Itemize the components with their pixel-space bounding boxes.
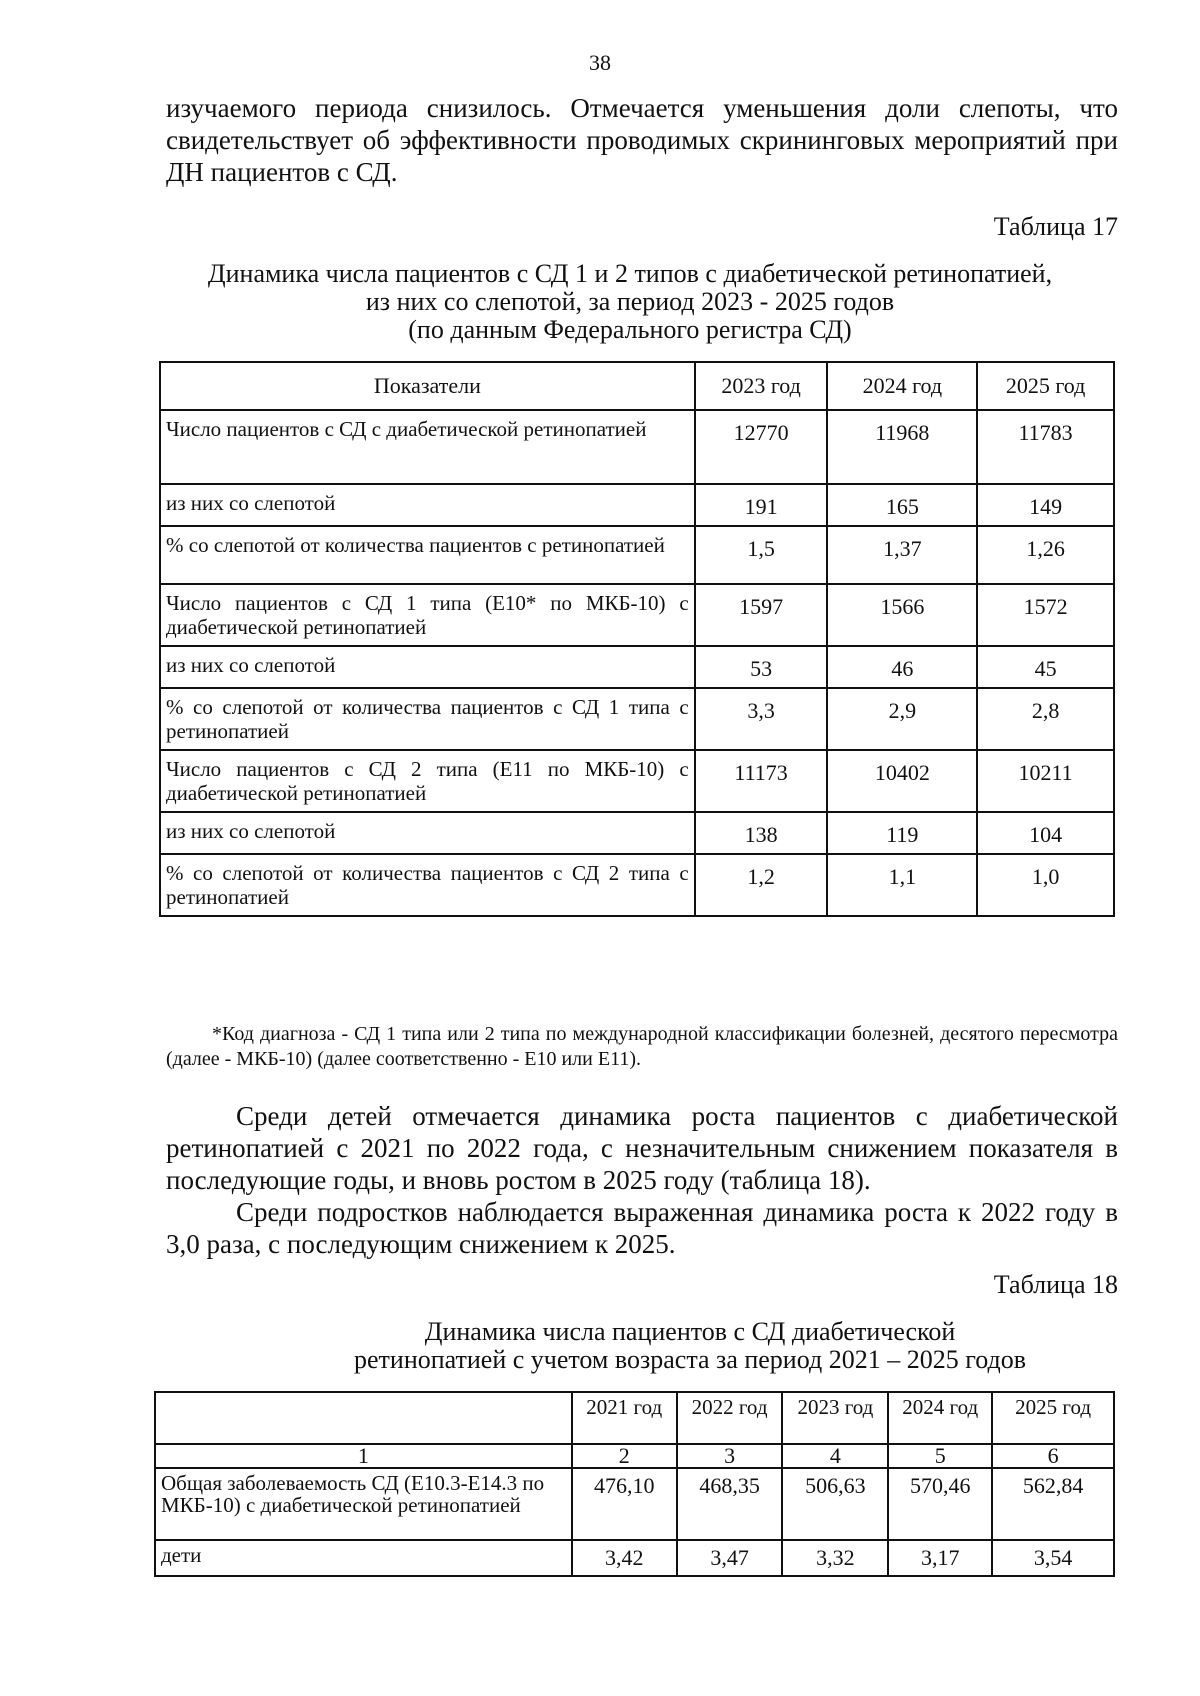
table-18-label: Таблица 18 bbox=[993, 1270, 1118, 1299]
header-cell: 2021 год bbox=[572, 1392, 677, 1444]
table-row bbox=[160, 526, 1114, 584]
table-17-title-line: из них со слепотой, за период 2023 - 2025 годов bbox=[365, 287, 895, 316]
cell-value: 104 bbox=[977, 812, 1114, 854]
row-label: из них со слепотой bbox=[160, 646, 695, 688]
header-cell: 2023 год bbox=[695, 362, 828, 410]
intro-paragraph: изучаемого периода снизилось. Отмечается уменьшения доли слепоты, что свидетельствует об эффективности проводимых скрининговых мероприятий при ДН пациентов с СД. bbox=[166, 93, 1118, 187]
column-index-row bbox=[155, 1444, 1114, 1468]
table-17-title-line: Динамика числа пациентов с СД 1 и 2 типов с диабетической ретинопатией, bbox=[207, 259, 1053, 288]
index-cell: 2 bbox=[572, 1444, 677, 1468]
cell-value: 468,35 bbox=[677, 1468, 783, 1540]
cell-value: 1,37 bbox=[827, 526, 977, 584]
cell-value: 3,3 bbox=[695, 688, 828, 750]
table-row bbox=[155, 1540, 1114, 1576]
cell-value: 2,8 bbox=[977, 688, 1114, 750]
table-row bbox=[160, 584, 1114, 646]
cell-value: 11173 bbox=[695, 750, 828, 812]
cell-value: 119 bbox=[827, 812, 977, 854]
table-row bbox=[160, 484, 1114, 526]
footnote: *Код диагноза - СД 1 типа или 2 типа по международной классификации болезней, десятого пересмотра (далее - МКБ-10) (далее соответственно - Е10 или Е11). bbox=[166, 1023, 1118, 1070]
cell-value: 1,5 bbox=[695, 526, 828, 584]
table-18 bbox=[154, 1391, 1115, 1577]
paragraph-teens: Среди подростков наблюдается выраженная динамика роста к 2022 году в 3,0 раза, с последующим снижением к 2025. bbox=[166, 1197, 1118, 1259]
header-cell: 2025 год bbox=[977, 362, 1114, 410]
header-cell bbox=[155, 1392, 572, 1444]
body-paragraphs bbox=[166, 1100, 1118, 1260]
cell-value: 45 bbox=[977, 646, 1114, 688]
cell-value: 53 bbox=[695, 646, 828, 688]
cell-value: 11783 bbox=[977, 410, 1114, 484]
cell-value: 10211 bbox=[977, 750, 1114, 812]
cell-value: 149 bbox=[977, 484, 1114, 526]
table-17-title bbox=[150, 260, 1110, 344]
cell-value: 11968 bbox=[827, 410, 977, 484]
header-cell: 2024 год bbox=[888, 1392, 992, 1444]
cell-value: 570,46 bbox=[888, 1468, 992, 1540]
header-cell: 2025 год bbox=[992, 1392, 1114, 1444]
table-header-row bbox=[160, 362, 1114, 410]
header-cell: 2023 год bbox=[782, 1392, 888, 1444]
index-cell: 1 bbox=[155, 1444, 572, 1468]
cell-value: 46 bbox=[827, 646, 977, 688]
cell-value: 1572 bbox=[977, 584, 1114, 646]
table-17 bbox=[159, 361, 1115, 917]
cell-value: 3,47 bbox=[677, 1540, 783, 1576]
table-row bbox=[155, 1468, 1114, 1540]
row-label: % со слепотой от количества пациентов с ретинопатией bbox=[160, 526, 695, 584]
cell-value: 1,26 bbox=[977, 526, 1114, 584]
cell-value: 138 bbox=[695, 812, 828, 854]
index-cell: 4 bbox=[782, 1444, 888, 1468]
cell-value: 506,63 bbox=[782, 1468, 888, 1540]
index-cell: 5 bbox=[888, 1444, 992, 1468]
cell-value: 1597 bbox=[695, 584, 828, 646]
cell-value: 3,54 bbox=[992, 1540, 1114, 1576]
table-18-title bbox=[280, 1318, 1100, 1374]
page-number: 38 bbox=[589, 50, 611, 75]
header-cell: 2024 год bbox=[827, 362, 977, 410]
cell-value: 165 bbox=[827, 484, 977, 526]
table-row bbox=[160, 854, 1114, 916]
cell-value: 1,0 bbox=[977, 854, 1114, 916]
row-label: Общая заболеваемость СД (Е10.3-Е14.3 по МКБ-10) с диабетической ретинопатией bbox=[155, 1468, 572, 1540]
row-label: % со слепотой от количества пациентов с СД 2 типа с ретинопатией bbox=[160, 854, 695, 916]
cell-value: 3,42 bbox=[572, 1540, 677, 1576]
cell-value: 3,17 bbox=[888, 1540, 992, 1576]
cell-value: 2,9 bbox=[827, 688, 977, 750]
cell-value: 10402 bbox=[827, 750, 977, 812]
index-cell: 6 bbox=[992, 1444, 1114, 1468]
paragraph-children: Среди детей отмечается динамика роста пациентов с диабетической ретинопатией с 2021 по 2022 года, с незначительным снижением показателя в последующие годы, и вновь ростом в 2025 году (таблица 18). bbox=[166, 1101, 1118, 1195]
table-18-title-line: ретинопатией с учетом возраста за период 2021 – 2025 годов bbox=[354, 1345, 1026, 1374]
cell-value: 12770 bbox=[695, 410, 828, 484]
row-label: Число пациентов с СД 2 типа (Е11 по МКБ-10) с диабетической ретинопатией bbox=[160, 750, 695, 812]
table-17-title-line: (по данным Федерального регистра СД) bbox=[408, 315, 852, 344]
row-label: из них со слепотой bbox=[160, 484, 695, 526]
header-cell: 2022 год bbox=[677, 1392, 783, 1444]
header-cell: Показатели bbox=[160, 362, 695, 410]
cell-value: 191 bbox=[695, 484, 828, 526]
row-label: из них со слепотой bbox=[160, 812, 695, 854]
table-row bbox=[160, 646, 1114, 688]
row-label: дети bbox=[155, 1540, 572, 1576]
row-label: Число пациентов с СД с диабетической ретинопатией bbox=[160, 410, 695, 484]
index-cell: 3 bbox=[677, 1444, 783, 1468]
cell-value: 3,32 bbox=[782, 1540, 888, 1576]
cell-value: 562,84 bbox=[992, 1468, 1114, 1540]
table-row bbox=[160, 812, 1114, 854]
table-row bbox=[160, 688, 1114, 750]
cell-value: 1566 bbox=[827, 584, 977, 646]
table-row bbox=[160, 750, 1114, 812]
cell-value: 1,2 bbox=[695, 854, 828, 916]
cell-value: 1,1 bbox=[827, 854, 977, 916]
table-row bbox=[160, 410, 1114, 484]
table-18-title-line: Динамика числа пациентов с СД диабетической bbox=[424, 1317, 956, 1346]
row-label: Число пациентов с СД 1 типа (Е10* по МКБ-10) с диабетической ретинопатией bbox=[160, 584, 695, 646]
cell-value: 476,10 bbox=[572, 1468, 677, 1540]
row-label: % со слепотой от количества пациентов с СД 1 типа с ретинопатией bbox=[160, 688, 695, 750]
table-header-row bbox=[155, 1392, 1114, 1444]
table-17-label: Таблица 17 bbox=[993, 212, 1118, 241]
